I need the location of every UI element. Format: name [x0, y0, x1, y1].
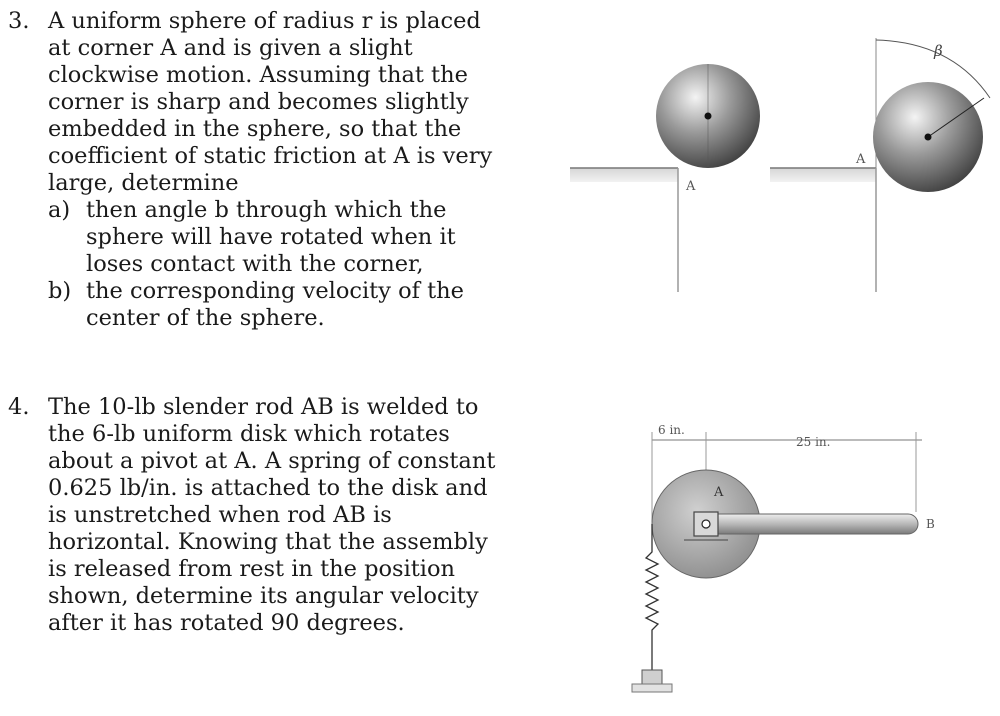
problem-statement: A uniform sphere of radius r is placed at corner A and is given a slight clockwise motion. Assuming that the corner is sharp and becomes slightly embedded in the sphere, so that the coefficient of static friction at A is very large, determine — [48, 8, 493, 196]
label-b: B — [926, 517, 935, 531]
sphere-rotated — [770, 38, 990, 292]
problem-statement: The 10-lb slender rod AB is welded to the 6-lb uniform disk which rotates about a pivot at A. A spring of constant 0.625 lb/in. is attached to the disk and is unstretched when rod AB is horizontal. Knowing that the assembly is released from rest in the position shown, determine its angular velocity after it has rotated 90 degrees. — [48, 394, 496, 636]
problem-number: 4. — [8, 394, 30, 420]
part-label: a) — [48, 197, 71, 223]
part-label: b) — [48, 278, 72, 304]
corner-label-a: A — [856, 152, 866, 167]
slender-rod-ab — [706, 514, 918, 534]
problem-number: 3. — [8, 8, 30, 34]
sphere-center-dot — [705, 113, 712, 120]
part-text: the corresponding velocity of the center of the sphere. — [86, 278, 464, 331]
pivot-a — [702, 520, 710, 528]
ground-surface — [570, 168, 678, 182]
disk-rod-spring-diagram — [620, 410, 935, 710]
problem-part-a — [48, 197, 508, 278]
sphere-corner-diagram — [560, 20, 1000, 300]
sphere-center-dot — [925, 134, 932, 141]
dimension-25in: 25 in. — [796, 435, 831, 449]
problem-4 — [8, 394, 508, 637]
corner-label-a: A — [686, 179, 696, 194]
problem-3 — [8, 8, 508, 332]
label-a: A — [714, 485, 724, 500]
dimension-6in: 6 in. — [658, 423, 685, 437]
sphere-corner-figure — [560, 20, 1000, 300]
problem-part-b — [48, 278, 508, 332]
sphere-initial — [570, 64, 760, 292]
spring-anchor — [642, 670, 662, 684]
ground-surface — [770, 168, 876, 182]
angle-beta-label: β — [934, 42, 943, 60]
ground-base — [632, 684, 672, 692]
part-text: then angle b through which the sphere will have rotated when it loses contact with the corner, — [86, 197, 456, 277]
disk-rod-spring-figure — [620, 410, 935, 710]
